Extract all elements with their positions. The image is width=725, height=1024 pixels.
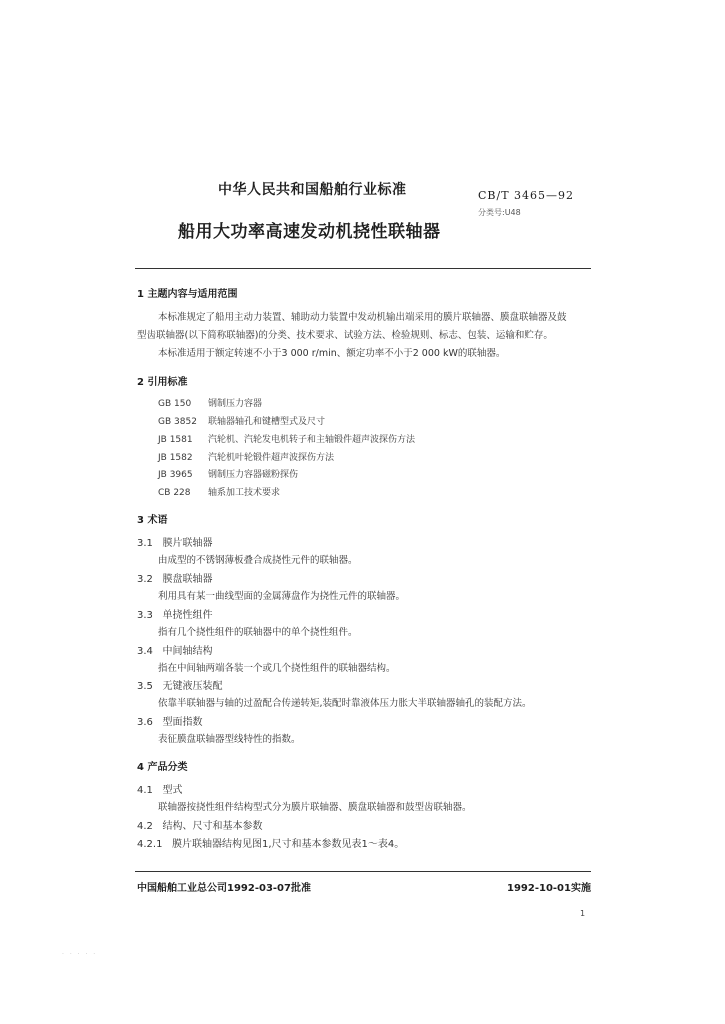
term-name: 膜盘联轴器 bbox=[162, 574, 213, 585]
section-3-heading: 3 术语 bbox=[137, 515, 168, 526]
term-number: 3.2 bbox=[137, 574, 153, 585]
term-definition: 依靠半联轴器与轴的过盈配合传递转矩,装配时靠液体压力胀大半联轴器轴孔的装配方法。 bbox=[158, 698, 532, 709]
term-number: 3.1 bbox=[137, 538, 153, 549]
clause-4-2-1 bbox=[137, 835, 404, 850]
term-name: 单挠性组件 bbox=[162, 610, 213, 621]
clause-title: 结构、尺寸和基本参数 bbox=[162, 821, 263, 832]
footer-rule bbox=[135, 871, 591, 872]
effective-date: 1992-10-01实施 bbox=[507, 883, 591, 894]
section-1-paragraph-2: 本标准适用于额定转速不小于3 000 r/min、额定功率不小于2 000 kW的联轴器。 bbox=[158, 348, 506, 359]
term-definition: 表征膜盘联轴器型线特性的指数。 bbox=[158, 734, 301, 745]
clause-4-2-heading bbox=[137, 817, 262, 832]
clause-number: 4.2.1 bbox=[137, 839, 163, 850]
term-name: 型面指数 bbox=[162, 717, 203, 728]
clause-4-1-heading bbox=[137, 781, 182, 796]
reference-code: CB 228 bbox=[158, 488, 191, 498]
section-2-heading: 2 引用标准 bbox=[137, 377, 188, 388]
header-rule bbox=[135, 268, 591, 269]
term-name: 中间轴结构 bbox=[162, 646, 213, 657]
reference-title: 汽轮机叶轮锻件超声波探伤方法 bbox=[208, 453, 335, 463]
term-heading bbox=[137, 677, 222, 692]
reference-title: 钢制压力容器 bbox=[208, 399, 263, 409]
reference-item bbox=[158, 467, 298, 480]
document-title: 船用大功率高速发动机挠性联轴器 bbox=[178, 222, 441, 242]
section-1-paragraph-1-line-2: 型齿联轴器(以下简称联轴器)的分类、技术要求、试验方法、检验规则、标志、包装、运输和贮存。 bbox=[137, 330, 553, 341]
reference-item bbox=[158, 432, 415, 445]
reference-code: JB 3965 bbox=[158, 470, 193, 480]
term-number: 3.6 bbox=[137, 717, 153, 728]
term-definition: 利用具有某一曲线型面的金属薄盘作为挠性元件的联轴器。 bbox=[158, 591, 406, 602]
term-number: 3.4 bbox=[137, 646, 153, 657]
term-name: 膜片联轴器 bbox=[162, 538, 213, 549]
standard-category-name: 中华人民共和国船舶行业标准 bbox=[218, 182, 407, 198]
reference-code: JB 1582 bbox=[158, 453, 193, 463]
standard-code: CB/T 3465—92 bbox=[478, 189, 575, 202]
approval-statement: 中国船舶工业总公司1992-03-07批准 bbox=[137, 883, 311, 894]
term-name: 无键液压装配 bbox=[162, 681, 223, 692]
classification-number: 分类号:U48 bbox=[478, 208, 521, 217]
clause-number: 4.1 bbox=[137, 785, 153, 796]
term-heading bbox=[137, 570, 212, 585]
term-heading bbox=[137, 642, 212, 657]
term-definition: 指有几个挠性组件的联轴器中的单个挠性组件。 bbox=[158, 627, 358, 638]
reference-item bbox=[158, 414, 325, 427]
term-number: 3.5 bbox=[137, 681, 153, 692]
section-1-heading: 1 主题内容与适用范围 bbox=[137, 289, 238, 300]
reference-title: 钢制压力容器磁粉探伤 bbox=[208, 470, 299, 480]
reference-item bbox=[158, 396, 262, 409]
term-heading bbox=[137, 534, 212, 549]
scan-artifact: · · · · · bbox=[62, 951, 98, 958]
clause-4-1-text: 联轴器按挠性组件结构型式分为膜片联轴器、膜盘联轴器和鼓型齿联轴器。 bbox=[158, 802, 472, 813]
term-definition: 指在中间轴两端各装一个或几个挠性组件的联轴器结构。 bbox=[158, 663, 396, 674]
reference-code: JB 1581 bbox=[158, 435, 193, 445]
term-heading bbox=[137, 713, 202, 728]
clause-number: 4.2 bbox=[137, 821, 153, 832]
section-4-heading: 4 产品分类 bbox=[137, 762, 188, 773]
clause-title: 型式 bbox=[162, 785, 183, 796]
reference-code: GB 150 bbox=[158, 399, 192, 409]
term-definition: 由成型的不锈钢薄板叠合成挠性元件的联轴器。 bbox=[158, 555, 358, 566]
reference-title: 联轴器轴孔和键槽型式及尺寸 bbox=[208, 417, 326, 427]
clause-text: 膜片联轴器结构见图1,尺寸和基本参数见表1～表4。 bbox=[172, 839, 405, 850]
section-1-paragraph-1-line-1: 本标准规定了船用主动力装置、辅助动力装置中发动机输出端采用的膜片联轴器、膜盘联轴器及鼓 bbox=[158, 312, 567, 323]
reference-title: 汽轮机、汽轮发电机转子和主轴锻件超声波探伤方法 bbox=[208, 435, 416, 445]
reference-title: 轴系加工技术要求 bbox=[208, 488, 281, 498]
term-number: 3.3 bbox=[137, 610, 153, 621]
reference-item bbox=[158, 450, 334, 463]
page-number: 1 bbox=[580, 909, 586, 918]
reference-item bbox=[158, 485, 280, 498]
reference-code: GB 3852 bbox=[158, 417, 197, 427]
term-heading bbox=[137, 606, 212, 621]
